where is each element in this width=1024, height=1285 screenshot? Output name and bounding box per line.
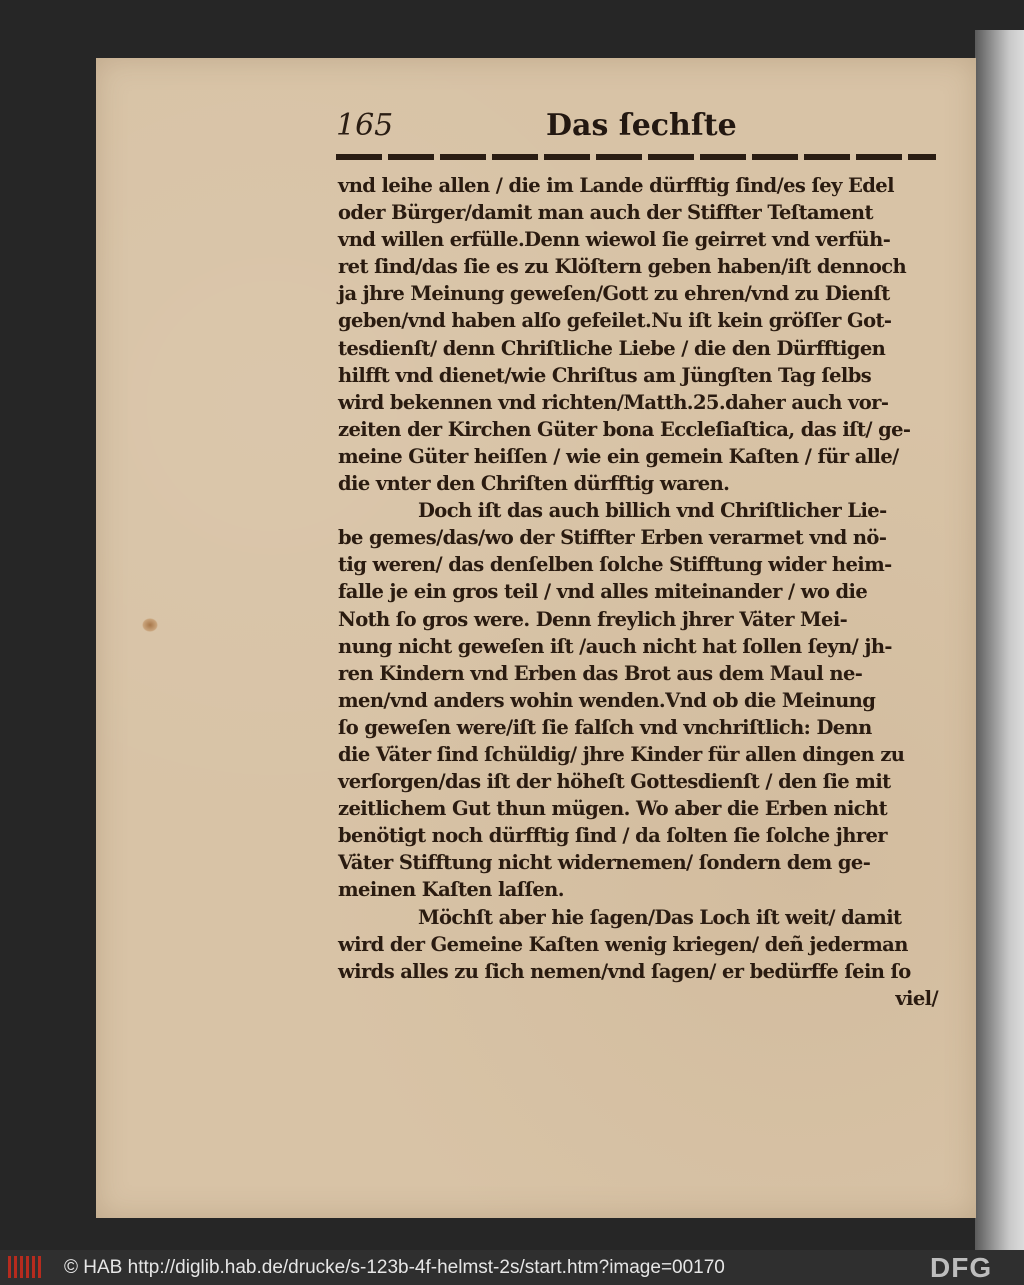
header-rule bbox=[336, 154, 936, 160]
body-text bbox=[338, 172, 938, 1012]
text-line: oder Bürger/damit man auch der Stiffter Teſtament bbox=[338, 201, 873, 225]
text-line: meine Güter heiſſen / wie ein gemein Kaſten / für alle/ bbox=[338, 444, 899, 468]
catchword: viel/ bbox=[895, 986, 938, 1010]
text-line: ja jhre Meinung geweſen/Gott zu ehren/vnd zu Dienſt bbox=[338, 282, 890, 306]
text-line: tesdienſt/ denn Chriſtliche Liebe / die den Dürfftigen bbox=[338, 336, 886, 360]
viewer-footer bbox=[0, 1250, 1024, 1285]
text-line: zeitlichem Gut thun mügen. Wo aber die Erben nicht bbox=[338, 797, 888, 821]
page-number: 165 bbox=[336, 108, 394, 143]
text-line: wirds alles zu ſich nemen/vnd ſagen/ er bedürffe ſein ſo bbox=[338, 959, 911, 983]
text-line: Väter Stifftung nicht widernemen/ ſondern dem ge- bbox=[338, 851, 871, 875]
page-header bbox=[336, 108, 936, 152]
facing-page-edge bbox=[975, 30, 1024, 1250]
barcode-icon bbox=[8, 1256, 44, 1278]
text-line: wird der Gemeine Kaſten wenig kriegen/ deñ jederman bbox=[338, 932, 908, 956]
text-line: ren Kindern vnd Erben das Brot aus dem Maul ne- bbox=[338, 661, 863, 685]
text-line: vnd willen erfülle.Denn wiewol ſie geirret vnd verfüh- bbox=[338, 228, 891, 252]
text-line: verſorgen/das iſt der höheſt Gottesdienſt / den ſie mit bbox=[338, 770, 891, 794]
text-line: die Väter ſind ſchüldig/ jhre Kinder für allen dingen zu bbox=[338, 742, 905, 766]
running-head: Das ſechſte bbox=[546, 108, 737, 143]
text-line: benötigt noch dürfftig ſind / da ſolten ſie ſolche jhrer bbox=[338, 824, 887, 848]
text-line: men/vnd anders wohin wenden.Vnd ob die Meinung bbox=[338, 688, 876, 712]
text-line: tig weren/ das denſelben ſolche Stifftung wider heim- bbox=[338, 553, 892, 577]
text-line: Noth ſo gros were. Denn freylich jhrer Väter Mei- bbox=[338, 607, 848, 631]
text-line: die vnter den Chriſten dürfftig waren. bbox=[338, 472, 730, 496]
text-line: meinen Kaſten laſſen. bbox=[338, 878, 564, 902]
text-line: ſo geweſen were/iſt ſie falſch vnd vnchriſtlich: Denn bbox=[338, 715, 872, 739]
text-line: zeiten der Kirchen Güter bona Eccleſiaſtica, das iſt/ ge- bbox=[338, 417, 911, 441]
text-line: ret ſind/das ſie es zu Klöſtern geben haben/iſt dennoch bbox=[338, 255, 907, 279]
text-line: geben/vnd haben alſo gefeilet.Nu iſt kein gröſſer Got- bbox=[338, 309, 892, 333]
dfg-logo: DFG bbox=[930, 1252, 993, 1283]
text-line: nung nicht geweſen iſt /auch nicht hat ſollen ſeyn/ jh- bbox=[338, 634, 892, 658]
text-line: Doch iſt das auch billich vnd Chriſtlicher Lie- bbox=[418, 499, 887, 523]
text-line: vnd leihe allen / die im Lande dürfftig ſind/es ſey Edel bbox=[338, 174, 894, 197]
text-line: hilfft vnd dienet/wie Chriſtus am Jüngſten Tag ſelbs bbox=[338, 363, 872, 387]
text-line: wird bekennen vnd richten/Matth.25.daher auch vor- bbox=[338, 390, 889, 414]
paper-stain bbox=[142, 618, 158, 632]
text-line: Möchſt aber hie ſagen/Das Loch iſt weit/ damit bbox=[418, 905, 902, 929]
copyright-link[interactable]: © HAB http://diglib.hab.de/drucke/s-123b-4f-helmst-2s/start.htm?image=00170 bbox=[64, 1257, 725, 1278]
text-line: be gemes/das/wo der Stiffter Erben verarmet vnd nö- bbox=[338, 526, 887, 550]
text-line: falle je ein gros teil / vnd alles miteinander / wo die bbox=[338, 580, 868, 604]
